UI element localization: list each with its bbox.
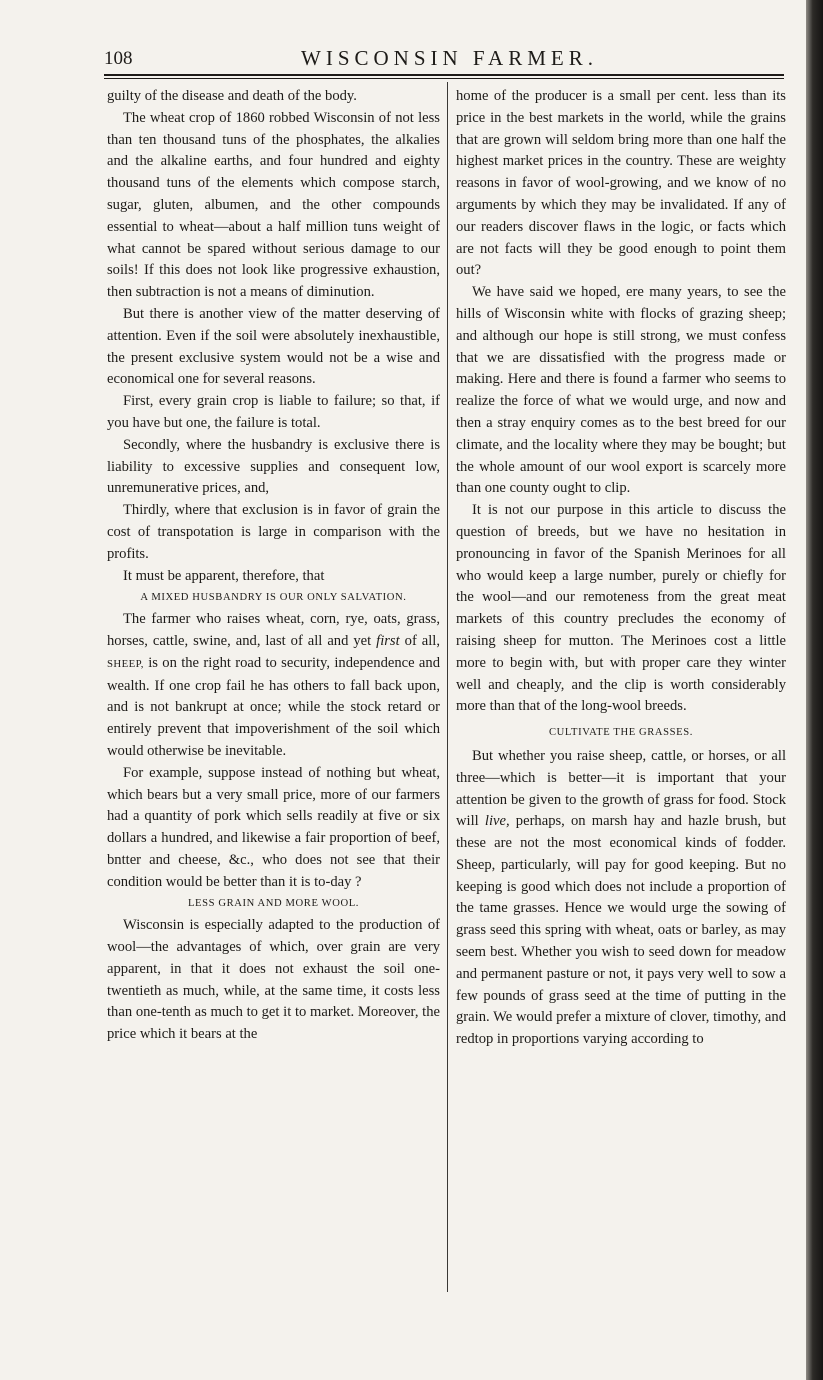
paragraph [107,609,440,763]
paragraph: The wheat crop of 1860 robbed Wisconsin of not less than ten thousand tuns of the phosphates, the alkalies and the alkaline earths, and four hundred and eighty thousand tuns of the elements which compose starch, sugar, gluten, albumen, and the other compounds essential to wheat—about a half million tuns weight of what cannot be spared without serious damage to our soils! If this does not look like progressive exhaustion, then subtraction is not a means of diminution. [107,109,440,301]
paragraph: But there is another view of the matter deserving of attention. Even if the soil were absolutely inexhaustible, the present exclusive system would not be a wise and economical one for several reasons. [107,305,440,388]
paragraph: It is not our purpose in this article to discuss the question of breeds, but we have no hesitation in pronouncing in favor of the Spanish Merinoes for all who would keep a large number, purely or chiefly for the wool—and our remoteness from the great meat markets of this country precludes the economy of raising sheep for mutton. The Merinoes cost a little more to begin with, but with proper care they winter well and cheaply, and the clip is worth considerably more than that of the long-wool breeds. [456,502,786,715]
text-run: The farmer who raises wheat, corn, rye, oats, grass, horses, cattle, swine, and, last of all and yet [107,611,440,649]
paragraph [456,746,786,1051]
section-heading: A MIXED HUSBANDRY IS OUR ONLY SALVATION. [140,592,407,604]
text-run: But whether you raise sheep, cattle, or horses, or all three—which is better—it is important that your attention be given to the growth of grass for food. Stock will [456,747,786,830]
paragraph: guilty of the disease and death of the body. [107,88,357,104]
paragraph: Wisconsin is especially adapted to the production of wool—the advantages of which, over grain are very apparent, in that it does not exhaust the soil one-twentieth as much, while, at the same time, it costs less than one-tenth as much to get it to market. Moreover, the price which it bears at the [107,917,440,1043]
paragraph: For example, suppose instead of nothing but wheat, which bears but a very small price, more of our farmers had a quantity of pork which sells readily at five or six dollars a hundred, and likewise a fair proportion of beef, bntter and cheese, &c., who does not see that their condition would be better than it is to-day ? [107,764,440,890]
emphasis-live: live, [484,813,510,830]
section-heading: LESS GRAIN AND MORE WOOL. [187,898,360,910]
paragraph: Thirdly, where that exclusion is in favor of grain the cost of transpotation is large in comparison with the profits. [107,502,440,562]
text-run: of all, [404,632,440,649]
page-header [104,46,784,74]
paragraph: First, every grain crop is liable to failure; so that, if you have but one, the failure is total. [107,393,440,431]
right-column [456,86,786,1051]
text-run: is on the right road to security, independence and wealth. If one crop fail he has others to fall back upon, and is not bankrupt at once; while the stock retard or entirely prevent that impoverishment of the soil which would otherwise be inevitable. [107,654,440,759]
paragraph: home of the producer is a small per cent. less than its price in the best markets in the world, while the grains that are grown will seldom bring more than one half the highest market prices in the country. These are weighty reasons in favor of wool-growing, and we know of no arguments by which they may be invalidated. If any of our readers discover flaws in the logic, or facts which are not facts will they be good enough to point them out? [456,88,786,279]
page-edge-shadow [806,0,823,1380]
paragraph: Secondly, where the husbandry is exclusive there is liability to excessive supplies and consequent low, unremunerative prices, and, [107,436,440,497]
page-number: 108 [104,48,133,69]
running-title: WISCONSIN FARMER. [301,46,598,70]
paragraph: It must be apparent, therefore, that [123,567,325,584]
paragraph: We have said we hoped, ere many years, to see the hills of Wisconsin white with flocks of grazing sheep; and although our hope is still strong, we must confess that we are dissatisfied with the progress made or making. Here and there is found a farmer who seems to realize the force of what we would urge, and now and then a stray enquiry comes as to the best breed for our climate, and the locality where they may be bought; but the whole amount of our wool export is scarcely more than one county ought to clip. [456,284,786,497]
column-divider [447,82,448,1292]
emphasis-first: first [376,632,400,649]
text-run: perhaps, on marsh hay and hazle brush, but these are not the most economical kinds of fodder. Sheep, particularly, will pay for good keeping. But no keeping is good which does not include a proportion of the tame grasses. Hence we would urge the sowing of grass seed this spring with wheat, oats or barley, as may seem best. Whether you wish to seed down for meadow and permanent pasture or not, it pays very well to sow a few pounds of grass seed at the time of putting in the grain. We would prefer a mixture of clover, timothy, and redtop in proportions varying according to [456,813,786,1048]
small-caps-sheep: SHEEP, [107,657,144,670]
left-column [107,86,440,1046]
header-rule [104,74,784,79]
section-heading: CULTIVATE THE GRASSES. [549,727,693,739]
